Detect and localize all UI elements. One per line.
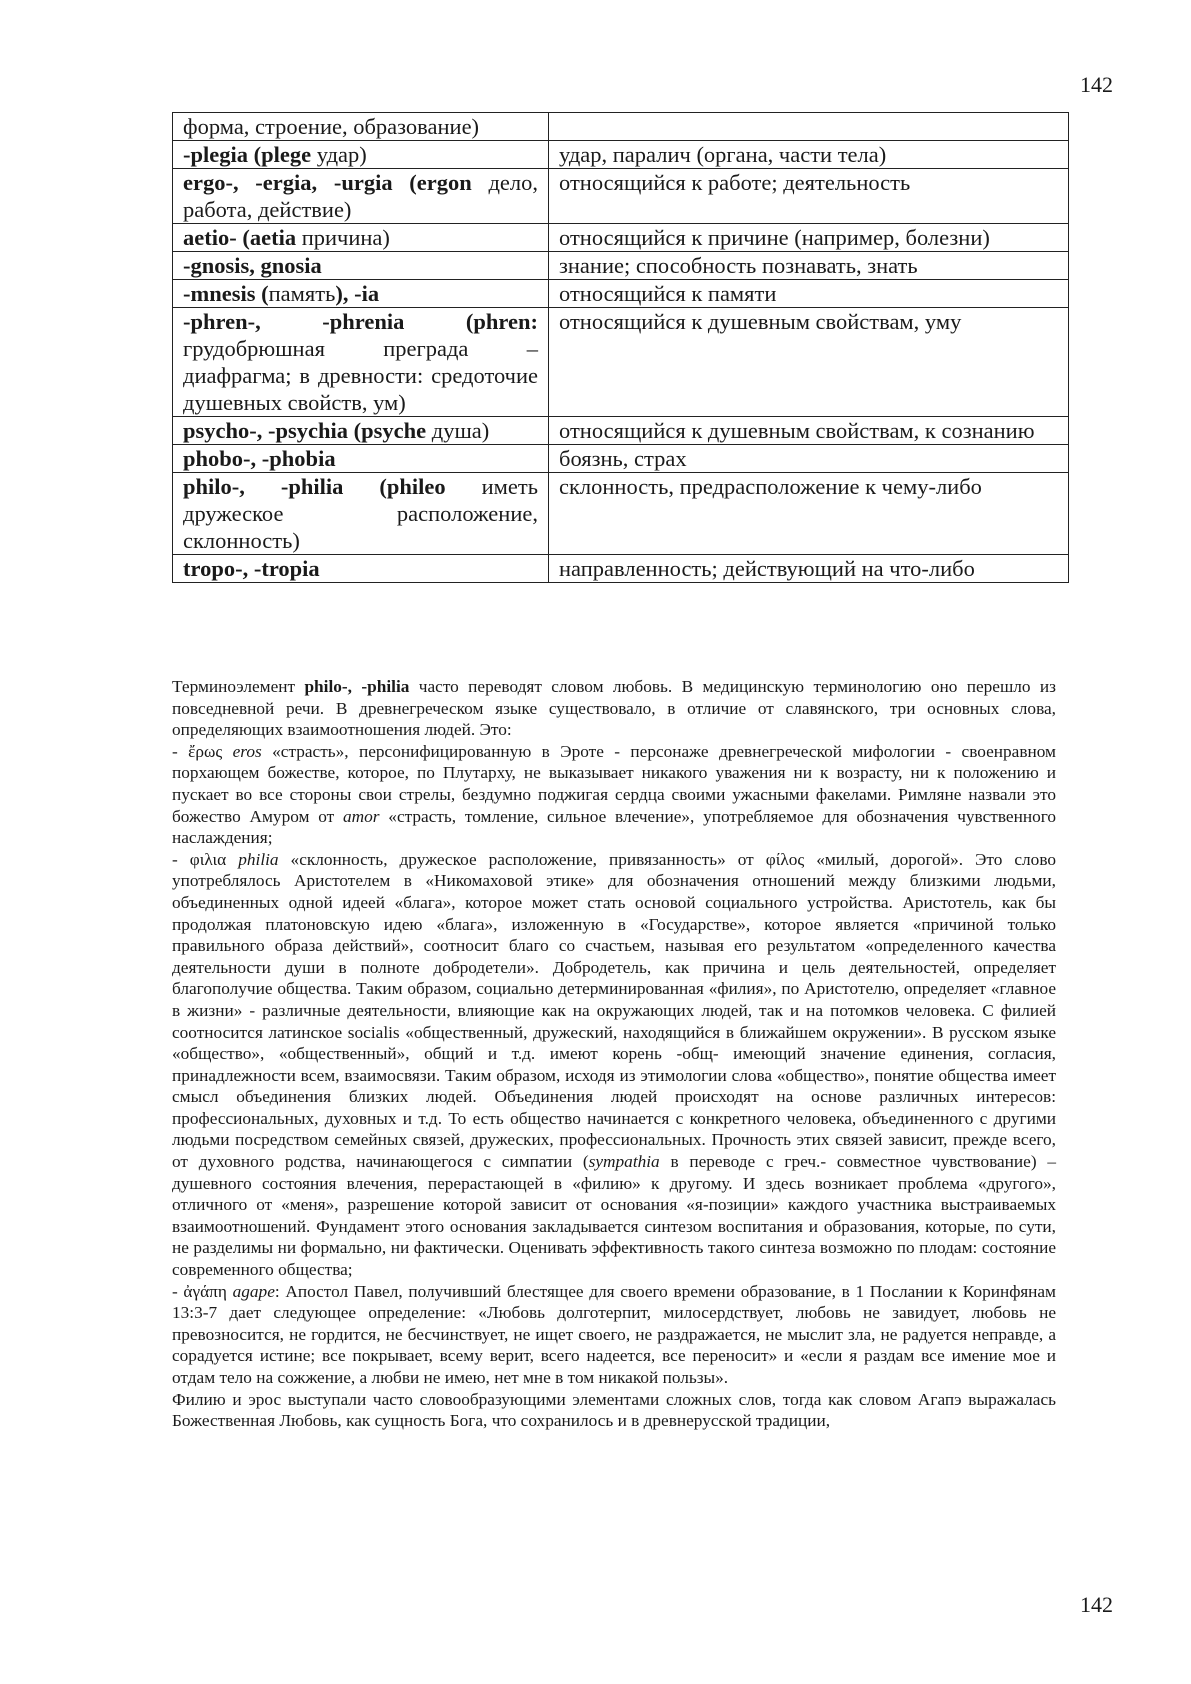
term-cell [173,308,549,417]
italic-text: philia [238,849,279,869]
page-number-bottom: 142 [1080,1592,1113,1617]
terminology-table [172,112,1069,583]
term-bold-text: ergo-, -ergia, -urgia (ergon [183,170,472,195]
table-row [173,445,1069,473]
meaning-cell: относящийся к душевным свойствам, уму [549,308,1069,417]
term-bold-text: aetio- (aetia [183,225,297,250]
meaning-cell: относящийся к памяти [549,280,1069,308]
term-text: память [268,281,336,306]
term-cell [173,169,549,224]
italic-text: sympathia [588,1152,660,1172]
term-bold-text: -plegia (plege [183,142,312,167]
paragraph-text: Филию и эрос выступали часто словообразующими элементами сложных слов, тогда как словом Агапэ выражалась Божественная Любовь, как сущность Бога, что сохранилось и в древнерусской традиции, [172,1389,1056,1431]
term-bold-text: -phren-, -phrenia (phren: [183,309,538,334]
italic-text: agape [232,1281,275,1301]
paragraph-text: «страсть», персонифицированную в Эроте - персонаже древнегреческой мифологии - своенравном порхающем божестве, которое, по Плутарху, не выказывает никакого уважения ни к возрасту, ни к положению и пускает во все стороны свои стрелы, бездумно поджигая сердца своими ужасными факелами. Римляне назвали это божество Амуром от [172,741,1056,826]
term-cell [173,280,549,308]
term-text: удар) [311,142,367,167]
paragraph-text: - ἔρως [172,741,233,761]
table-row [173,417,1069,445]
term-bold-text: -mnesis ( [183,281,269,306]
meaning-cell: удар, паралич (органа, части тела) [549,141,1069,169]
meaning-cell: склонность, предрасположение к чему-либо [549,473,1069,555]
term-text: душа) [426,418,490,443]
term-bold-text: -gnosis, gnosia [183,253,322,278]
paragraph [172,1389,1056,1432]
meaning-cell: знание; способность познавать, знать [549,252,1069,280]
term-cell [173,252,549,280]
term-cell [173,555,549,583]
term-bold-text: phobo-, -phobia [183,446,336,471]
paragraph-text: «склонность, дружеское расположение, привязанность» от φίλος «милый, дорогой». Это слово употреблялось Аристотелем в «Никомаховой этике» для обозначения отношений между близкими людьми, объединенных одной идеей «блага», которое может стать основой социального устройства. Аристотель, как бы продолжая платоновскую идею «блага», изложенную в «Государстве», которое является «причиной только правильного образа действий», соотносит благо со счастьем, называя его результатом «определенного качества деятельности души в полноте добродетели». Добродетель, как причина и цель деятельностей, определяет благополучие общества. Таким образом, социально детерминированная «филия», по Аристотелю, определяет «главное в жизни» - различные деятельности, влияющие как на окружающих людей, так и на потомков человека. С филией соотносится латинское socialis «общественный, дружеский, находящийся в ближайшем окружении». В русском языке «общество», «общественный», общий и т.д. имеют корень -общ- имеющий значение единения, согласия, принадлежности всем, взаимосвязи. Таким образом, исходя из этимологии слова «общество», понятие общества имеет смысл объединения близких людей. Объединения людей происходят на основе различных интересов: профессиональных, духовных и т.д. То есть общество начинается с конкретного человека, объединенного с другими людьми посредством семейных связей, дружеских, профессиональных. Прочность этих связей зависит, прежде всего, от духовного родства, начинающегося с симпатии ( [172,849,1056,1172]
table-row [173,224,1069,252]
table-row [173,308,1069,417]
term-bold-text: tropo-, -tropia [183,556,320,581]
meaning-cell: направленность; действующий на что-либо [549,555,1069,583]
paragraph [172,676,1056,741]
table-row [173,473,1069,555]
term-cell [173,141,549,169]
table-row [173,252,1069,280]
meaning-cell: относящийся к работе; деятельность [549,169,1069,224]
term-text: дело, работа, действие) [183,170,539,222]
paragraph-text: «страсть, томление, сильное влечение», употребляемое для обозначения чувственного наслаждения; [172,806,1057,848]
meaning-cell [549,113,1069,141]
paragraph-text: часто переводят словом любовь. В медицинскую терминологию оно перешло из повседневной речи. В древнегреческом языке существовало, в отличие от славянского, три основных слова, определяющих взаимоотношения людей. Это: [172,677,1057,740]
table-row [173,555,1069,583]
term-text: форма, строение, образование) [183,114,480,139]
term-cell [173,473,549,555]
table-row [173,141,1069,169]
paragraph-text: : Апостол Павел, получивший блестящее для своего времени образование, в 1 Послании к Коринфянам 13:3-7 дает следующее определение: «Любовь долготерпит, милосердствует, любовь не завидует, любовь не превозносится, не гордится, не бесчинствует, не ищет своего, не раздражается, не мыслит зла, не радуется неправде, а сорадуется истине; все покрывает, всему верит, всего надеется, все переносит» и «если я раздам все имение мое и отдам тело на сожжение, а любви не имею, нет мне в том никакой пользы». [172,1281,1056,1387]
italic-text: eros [232,741,262,761]
paragraph-text: в переводе с греч.- совместное чувствование) – душевного состояния влечения, перерастающей в «филию» к другому. И здесь возникает проблема «другого», отличного от «меня», разрешение которой зависит от основания «я-позиции» каждого участника выстраиваемых взаимоотношений. Фундамент этого основания закладывается синтезом воспитания и образования, которые, по сути, не разделимы ни формально, ни фактически. Оценивать эффективность такого синтеза возможно по плодам: состояние современного общества; [172,1152,1056,1280]
italic-text: amor [343,806,380,826]
meaning-cell: боязнь, страх [549,445,1069,473]
page-number-top: 142 [1080,72,1113,97]
table-row [173,169,1069,224]
term-text: иметь дружеское расположение, склонность) [183,474,538,553]
paragraph [172,1281,1056,1389]
paragraph-text: - φιλια [172,849,239,869]
meaning-cell: относящийся к душевным свойствам, к сознанию [549,417,1069,445]
paragraph [172,849,1056,1281]
paragraph [172,741,1056,849]
term-cell [173,417,549,445]
term-cell [173,445,549,473]
term-text: причина) [296,225,390,250]
table-row [173,280,1069,308]
term-cell [173,224,549,252]
term-cell [173,113,549,141]
term-bold-text: psycho-, -psychia (psyche [183,418,427,443]
table-row [173,113,1069,141]
bold-text: philo-, -philia [304,677,410,696]
term-text: грудобрюшная преграда – диафрагма; в древности: средоточие душевных свойств, ум) [183,336,538,415]
body-text [172,676,1056,1432]
term-bold-text: ), -ia [335,281,380,306]
paragraph-text: - ἀγάπη [172,1281,233,1301]
term-bold-text: philo-, -philia (phileo [183,474,446,499]
paragraph-text: Терминоэлемент [172,677,305,696]
meaning-cell: относящийся к причине (например, болезни) [549,224,1069,252]
